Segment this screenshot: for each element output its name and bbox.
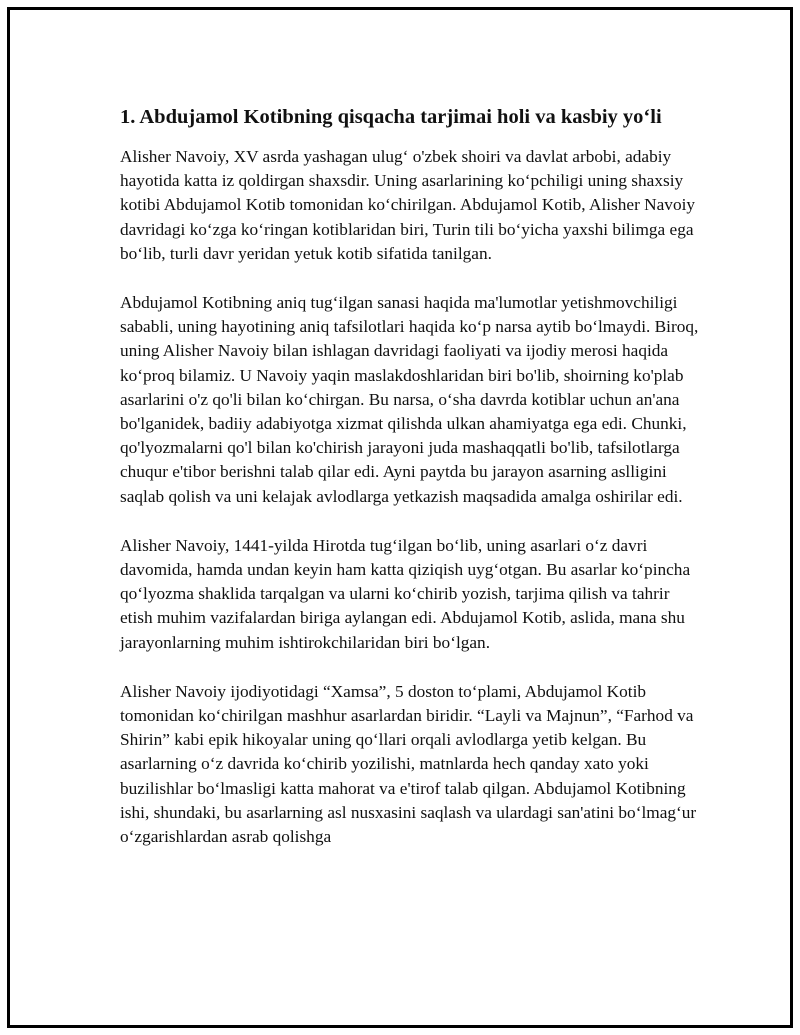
paragraph-3: Alisher Navoiy, 1441-yilda Hirotda tug‘ilgan bo‘lib, uning asarlari o‘z davri davomida, hamda undan keyin ham katta qiziqish uyg‘otgan. Bu asarlar ko‘pincha qo‘lyozma shaklida tarqalgan va ularni ko‘chirib yozish, tarjima qilish va tahrir etish muhim vazifalardan biriga aylangan edi. Abdujamol Kotib, aslida, mana shu jarayonlarning muhim ishtirokchilaridan biri bo‘lgan. [120,535,691,652]
section-heading: 1. Abdujamol Kotibning qisqacha tarjimai holi va kasbiy yo‘li [120,106,662,128]
paragraph-2: Abdujamol Kotibning aniq tug‘ilgan sanasi haqida ma'lumotlar yetishmovchiligi sababli, uning hayotining aniq tafsilotlari haqida ko‘p narsa aytib bo‘lmaydi. Biroq, uning Alisher Navoiy bilan ishlagan davridagi faoliyati va ijodiy merosi haqida ko‘proq bilamiz. U Navoiy yaqin maslakdoshlaridan biri bo'lib, shoirning ko'plab asarlarini o'z qo'li bilan ko‘chirgan. Bu narsa, o‘sha davrda kotiblar uchun an'ana bo'lganidek, badiiy adabiyotga xizmat qilishda ulkan ahamiyatga ega edi. Chunki, qo'lyozmalarni qo'l bilan ko'chirish jarayoni juda mashaqqatli bo'lib, tafsilotlarga chuqur e'tibor berishni talab qilar edi. Ayni paytda bu jarayon asarning aslligini saqlab qolish va uni kelajak avlodlarga yetkazish maqsadida amalga oshirilar edi. [120,293,699,506]
page-frame [7,7,793,1028]
document-body [120,103,700,874]
paragraph-4: Alisher Navoiy ijodiyotidagi “Xamsa”, 5 doston to‘plami, Abdujamol Kotib tomonidan ko‘chirilgan mashhur asarlardan biridir. “Layli va Majnun”, “Farhod va Shirin” kabi epik hikoyalar uning qo‘llari orqali avlodlarga yetib kelgan. Bu asarlarning o‘z davrida ko‘chirib yozilishi, matnlarda hech qanday xato yoki buzilishlar bo‘lmasligi katta mahorat va e'tirof talab qilgan. Abdujamol Kotibning ishi, shundaki, bu asarlarning asl nusxasini saqlash va ulardagi san'atini bo‘lmag‘ur o‘zgarishlardan asrab qolishga [120,681,697,847]
paragraph-1: Alisher Navoiy, XV asrda yashagan ulug‘ o'zbek shoiri va davlat arbobi, adabiy hayotida katta iz qoldirgan shaxsdir. Uning asarlarining ko‘pchiligi uning shaxsiy kotibi Abdujamol Kotib tomonidan ko‘chirilgan. Abdujamol Kotib, Alisher Navoiy davridagi ko‘zga ko‘ringan kotiblaridan biri, Turin tili bo‘yicha yaxshi bilimga ega bo‘lib, turli davr yeridan yetuk kotib sifatida tanilgan. [120,147,696,263]
